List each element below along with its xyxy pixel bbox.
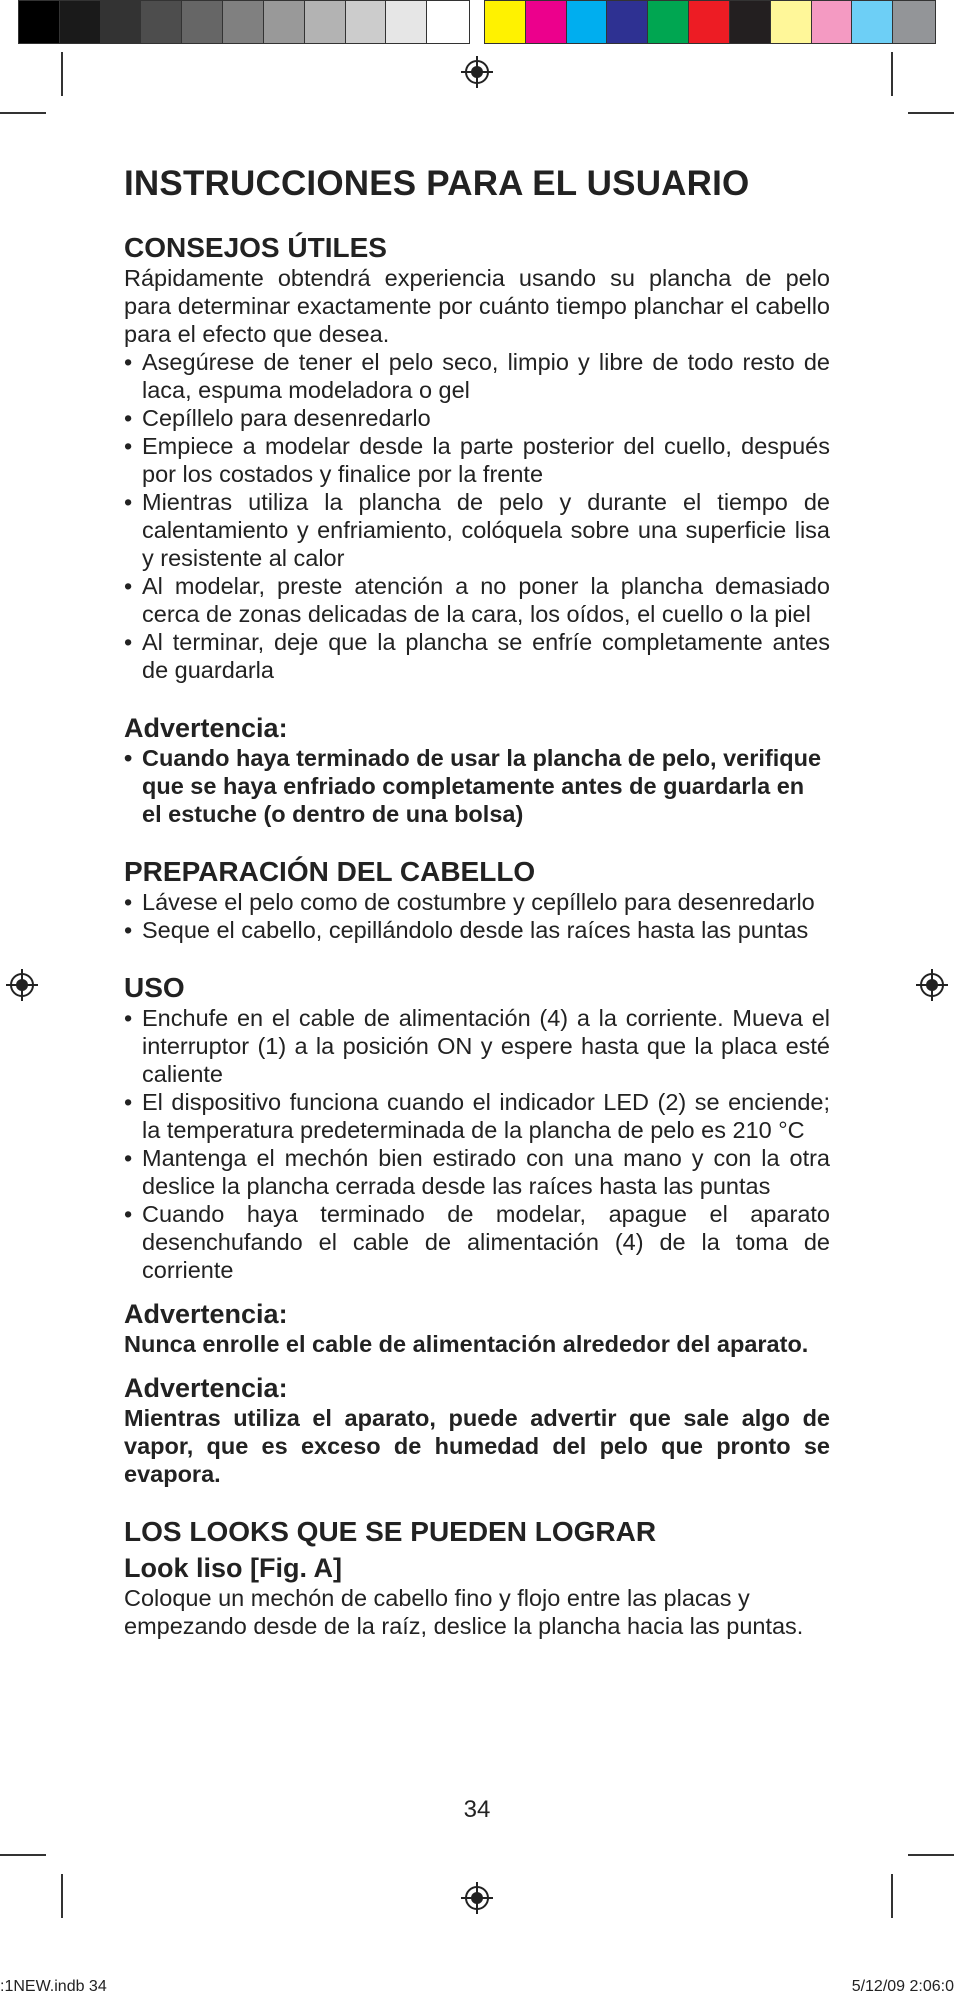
- warning-heading: Advertencia:: [124, 1373, 288, 1403]
- consejos-list: [124, 348, 830, 684]
- list-item: • Asegúrese de tener el pelo seco, limpio y libre de todo resto de laca, espuma modeladora o gel: [124, 348, 830, 404]
- gray-swatch: [305, 1, 346, 43]
- preparacion-list: [124, 888, 830, 944]
- page-title: INSTRUCCIONES PARA EL USUARIO: [124, 164, 750, 203]
- crop-mark-bottom-left-v: [61, 1874, 63, 1918]
- crop-mark-bottom-left-h: [0, 1854, 46, 1856]
- color-swatch: [567, 1, 608, 43]
- gray-swatch: [223, 1, 264, 43]
- color-swatch: [893, 1, 935, 43]
- warning-item: • Cuando haya terminado de usar la plancha de pelo, verifique que se haya enfriado completamente antes de guardarla en el estuche (o dentro de una bolsa): [124, 744, 830, 828]
- color-swatch: [730, 1, 771, 43]
- crop-mark-top-right-v: [891, 52, 893, 96]
- color-swatch: [852, 1, 893, 43]
- crop-mark-top-left-v: [61, 52, 63, 96]
- subsection-heading-look-liso: Look liso [Fig. A]: [124, 1553, 342, 1583]
- list-item: • Mantenga el mechón bien estirado con una mano y con la otra deslice la plancha cerrada desde las raíces hasta las puntas: [124, 1144, 830, 1200]
- grayscale-color-bar: [18, 0, 470, 44]
- list-item: • Empiece a modelar desde la parte posterior del cuello, después por los costados y finalice por la frente: [124, 432, 830, 488]
- look-liso-text: Coloque un mechón de cabello fino y flojo entre las placas y empezando desde de la raíz, deslice la plancha hacia las puntas.: [124, 1585, 804, 1639]
- warning-list: [124, 744, 830, 828]
- list-item: • Mientras utiliza la plancha de pelo y durante el tiempo de calentamiento y enfriamiento, colóquela sobre una superficie lisa y resistente al calor: [124, 488, 830, 572]
- file-slug: :1NEW.indb 34: [0, 1978, 107, 1995]
- color-swatch: [689, 1, 730, 43]
- page-number: 34: [463, 1796, 491, 1823]
- color-swatch: [607, 1, 648, 43]
- list-item: • El dispositivo funciona cuando el indicador LED (2) se enciende; la temperatura predeterminada de la plancha de pelo es 210 °C: [124, 1088, 830, 1144]
- registration-mark-icon: [916, 969, 948, 1001]
- manual-page-content: [124, 164, 830, 1640]
- crop-mark-bottom-right-v: [891, 1874, 893, 1918]
- section-heading-looks: LOS LOOKS QUE SE PUEDEN LOGRAR: [124, 1516, 657, 1547]
- warning-text: Nunca enrolle el cable de alimentación alrededor del aparato.: [124, 1331, 809, 1357]
- list-item: • Al modelar, preste atención a no poner la plancha demasiado cerca de zonas delicadas de la cara, los oídos, el cuello o la piel: [124, 572, 830, 628]
- uso-list: [124, 1004, 830, 1284]
- list-item: • Lávese el pelo como de costumbre y cepíllelo para desenredarlo: [124, 888, 830, 916]
- warning-heading: Advertencia:: [124, 1299, 288, 1329]
- warning-text: Mientras utiliza el aparato, puede advertir que sale algo de vapor, que es exceso de humedad del pelo que pronto se evapora.: [124, 1405, 830, 1487]
- color-swatch: [648, 1, 689, 43]
- crop-mark-bottom-right-h: [908, 1854, 954, 1856]
- list-item: • Al terminar, deje que la plancha se enfríe completamente antes de guardarla: [124, 628, 830, 684]
- warning-heading: Advertencia:: [124, 713, 288, 743]
- crop-mark-top-left-h: [0, 112, 46, 114]
- list-item: • Seque el cabello, cepillándolo desde las raíces hasta las puntas: [124, 916, 830, 944]
- gray-swatch: [101, 1, 142, 43]
- list-item: • Enchufe en el cable de alimentación (4) a la corriente. Mueva el interruptor (1) a la posición ON y espere hasta que la placa esté caliente: [124, 1004, 830, 1088]
- process-color-bar: [484, 0, 936, 44]
- color-swatch: [771, 1, 812, 43]
- consejos-intro: Rápidamente obtendrá experiencia usando su plancha de pelo para determinar exactamente por cuánto tiempo planchar el cabello para el efecto que desea.: [124, 265, 830, 347]
- gray-swatch: [182, 1, 223, 43]
- gray-swatch: [386, 1, 427, 43]
- gray-swatch: [264, 1, 305, 43]
- gray-swatch: [141, 1, 182, 43]
- color-swatch: [526, 1, 567, 43]
- registration-mark-icon: [461, 56, 493, 88]
- gray-swatch: [427, 1, 469, 43]
- registration-mark-icon: [6, 969, 38, 1001]
- gray-swatch: [60, 1, 101, 43]
- color-swatch: [812, 1, 853, 43]
- gray-swatch: [346, 1, 387, 43]
- section-heading-consejos: CONSEJOS ÚTILES: [124, 232, 387, 263]
- registration-mark-icon: [461, 1882, 493, 1914]
- list-item: • Cuando haya terminado de modelar, apague el aparato desenchufando el cable de alimentación (4) de la toma de corriente: [124, 1200, 830, 1284]
- color-swatch: [485, 1, 526, 43]
- list-item: • Cepíllelo para desenredarlo: [124, 404, 830, 432]
- section-heading-preparacion: PREPARACIÓN DEL CABELLO: [124, 856, 536, 887]
- crop-mark-top-right-h: [908, 112, 954, 114]
- date-slug: 5/12/09 2:06:0: [851, 1978, 954, 1995]
- gray-swatch: [19, 1, 60, 43]
- section-heading-uso: USO: [124, 972, 185, 1003]
